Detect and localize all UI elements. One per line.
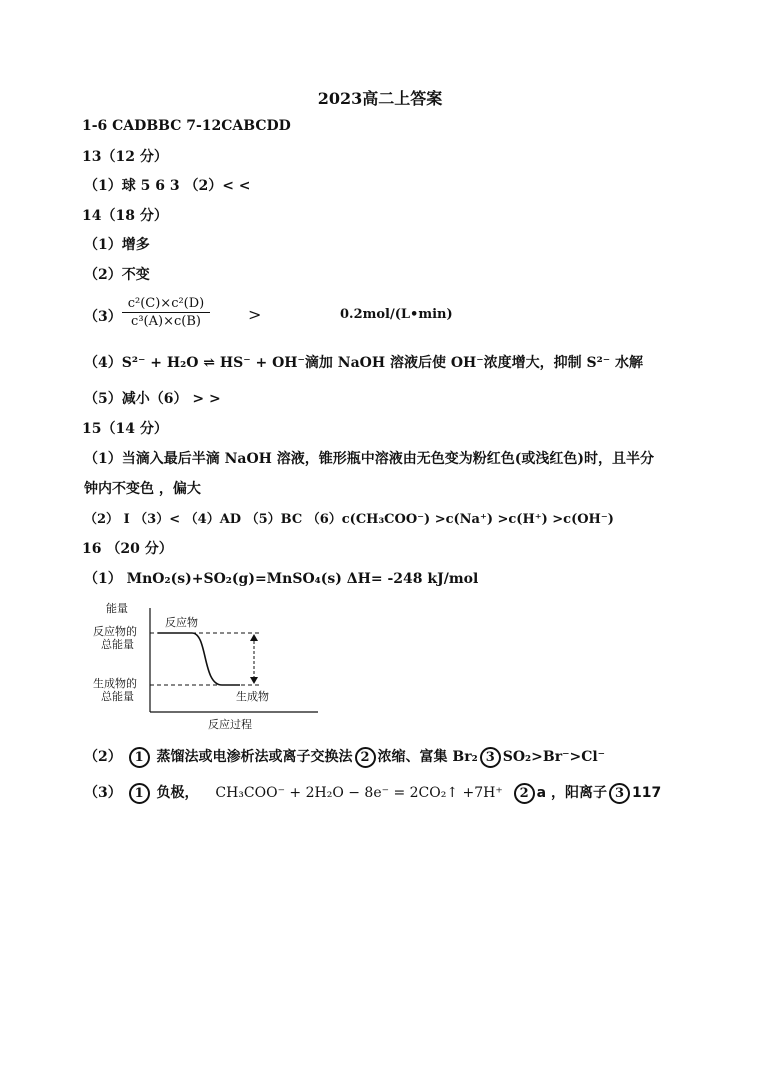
page-title: 2023高二上答案 [317,89,443,108]
q14-header: 14（18 分） [82,208,168,224]
q14-part4: （4）S²⁻ + H₂O ⇌ HS⁻ + OH⁻滴加 NaOH 溶液后使 OH⁻浓度增大，抑制 S²⁻ 水解 [84,355,644,371]
q16-part1: （1） MnO₂(s)+SO₂(g)=MnSO₄(s) ΔH= -248 kJ/mol [84,571,479,587]
circled-number-1b: 1 [129,783,150,804]
product-energy-label-1: 生成物的 [93,677,137,690]
x-axis-label: 反应过程 [208,718,252,731]
electrode-equation: CH₃COO⁻ + 2H₂O − 8e⁻ = 2CO₂↑ +7H⁺ [215,785,503,801]
q16-part3 [84,782,661,804]
q15-part1-line2: 钟内不变色 ，偏大 [84,481,201,497]
q16-part2-answer-c: SO₂>Br⁻>Cl⁻ [502,749,606,765]
q16-part3-answer-b: a ，阳离子 [536,785,607,801]
q16-part3-answer-c: 117 [631,785,662,801]
energy-diagram [90,600,330,735]
q16-part3-answer-a: 负极， [156,785,199,801]
q16-part3-label: （3） [84,785,122,801]
reactant-label: 反应物 [165,616,198,629]
product-energy-label-2: 总能量 [101,690,134,703]
q14-part3-compare: > [248,305,262,324]
equilibrium-constant-fraction [122,296,210,329]
y-axis-label: 能量 [106,602,128,615]
q13-header: 13（12 分） [82,149,168,165]
circled-number-1: 1 [129,747,150,768]
q16-part2-answer-a: 蒸馏法或电渗析法或离子交换法 [156,749,353,765]
q14-part5: （5）减小（6） > > [84,391,221,407]
q15-part1-line1: （1）当滴入最后半滴 NaOH 溶液，锥形瓶中溶液由无色变为粉红色(或浅红色)时，且半分 [84,451,655,467]
q14-part2: （2）不变 [84,267,150,283]
arrow-head-up [250,634,258,641]
product-label: 生成物 [236,690,269,703]
q15-part2: （2） I （3）< （4）AD （5）BC （6）c(CH₃COO⁻) >c(Na⁺) >c(H⁺) >c(OH⁻) [84,512,614,527]
reactant-energy-label-2: 总能量 [101,638,134,651]
circled-number-2: 2 [355,747,376,768]
q15-header: 15（14 分） [82,421,168,437]
q14-part1: （1）增多 [84,237,150,253]
answers-1-12: 1-6 CADBBC 7-12CABCDD [82,118,291,134]
reactant-energy-label-1: 反应物的 [93,625,137,638]
fraction-numerator: c²(C)×c²(D) [122,296,210,313]
q14-part3-rate: 0.2mol/(L•min) [340,307,453,322]
circled-number-3b: 3 [609,783,630,804]
fraction-denominator: c³(A)×c(B) [131,314,201,329]
q14-part3-label: （3） [84,309,122,325]
energy-curve [158,633,240,685]
q16-part2-answer-b: 浓缩、富集 Br₂ [377,749,478,765]
arrow-head-down [250,677,258,684]
circled-number-2b: 2 [514,783,535,804]
circled-number-3: 3 [480,747,501,768]
q16-part2-label: （2） [84,749,122,765]
q16-header: 16 （20 分） [82,541,173,557]
q13-answer: （1）球 5 6 3 （2）< < [84,178,251,194]
q16-part2 [84,746,605,768]
